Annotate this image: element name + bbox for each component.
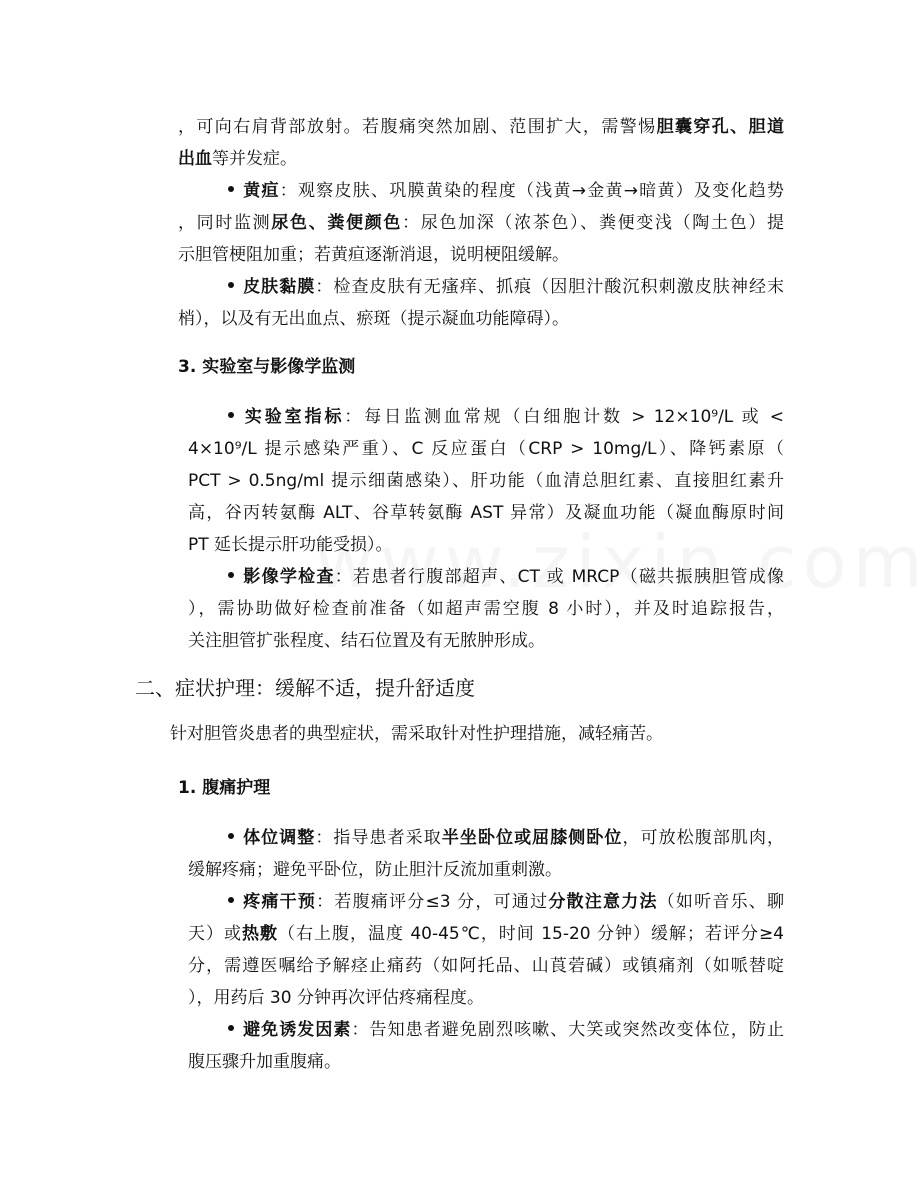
- paragraph-line: ），用药后 30 分钟再次评估疼痛程度。: [188, 988, 484, 1008]
- bullet-lab: 实验室指标：每日监测血常规（白细胞计数 > 12×10⁹/L 或 <: [228, 405, 784, 429]
- section-heading-3: 3. 实验室与影像学监测: [178, 357, 356, 377]
- paragraph-line: 关注胆管扩张程度、结石位置及有无脓肿形成。: [188, 631, 545, 651]
- bullet-dot: [228, 1025, 234, 1031]
- paragraph-line: 腹压骤升加重腹痛。: [188, 1052, 341, 1072]
- paragraph-line: 高，谷丙转氨酶 ALT、谷草转氨酶 AST 异常）及凝血功能（凝血酶原时间: [188, 503, 784, 523]
- section-heading-1: 1. 腹痛护理: [178, 778, 271, 798]
- bullet-dot: [228, 833, 234, 839]
- paragraph-line: 出血等并发症。: [178, 149, 297, 169]
- paragraph-line: 分，需遵医嘱给予解痉止痛药（如阿托品、山莨菪碱）或镇痛剂（如哌替啶: [188, 956, 784, 976]
- bullet-avoid: 避免诱发因素：告知患者避免剧烈咳嗽、大笑或突然改变体位，防止: [228, 1018, 784, 1042]
- paragraph-line: ，可向右肩背部放射。若腹痛突然加剧、范围扩大，需警惕胆囊穿孔、胆道: [178, 117, 784, 137]
- paragraph-line: 示胆管梗阻加重；若黄疸逐渐消退，说明梗阻缓解。: [178, 245, 569, 265]
- bullet-skin: 皮肤黏膜：检查皮肤有无瘙痒、抓痕（因胆汁酸沉积刺激皮肤神经末: [228, 275, 784, 299]
- paragraph-line: 缓解疼痛；避免平卧位，防止胆汁反流加重刺激。: [188, 860, 562, 880]
- bullet-dot: [228, 412, 234, 418]
- paragraph-line: ，同时监测尿色、粪便颜色：尿色加深（浓茶色）、粪便变浅（陶土色）提: [178, 213, 784, 233]
- watermark: [315, 520, 920, 604]
- bullet-dot: [228, 897, 234, 903]
- section-heading-2: 二、症状护理：缓解不适，提升舒适度: [135, 676, 475, 700]
- section-intro: 针对胆管炎患者的典型症状，需采取针对性护理措施，减轻痛苦。: [170, 724, 663, 744]
- paragraph-line: ），需协助做好检查前准备（如超声需空腹 8 小时），并及时追踪报告，: [188, 599, 784, 619]
- paragraph-line: PT 延长提示肝功能受损）。: [188, 535, 393, 555]
- bullet-imaging: 影像学检查：若患者行腹部超声、CT 或 MRCP（磁共振胰胆管成像: [228, 565, 784, 589]
- bullet-dot: [228, 282, 234, 288]
- paragraph-line: 天）或热敷（右上腹，温度 40-45℃，时间 15-20 分钟）缓解；若评分≥4: [188, 924, 785, 944]
- paragraph-line: 4×10⁹/L 提示感染严重）、C 反应蛋白（CRP > 10mg/L）、降钙素原（: [188, 439, 784, 459]
- bullet-jaundice: 黄疸：观察皮肤、巩膜黄染的程度（浅黄→金黄→暗黄）及变化趋势: [228, 179, 784, 203]
- bullet-position: 体位调整：指导患者采取半坐卧位或屈膝侧卧位，可放松腹部肌肉，: [228, 826, 784, 850]
- paragraph-line: PCT > 0.5ng/ml 提示细菌感染）、肝功能（血清总胆红素、直接胆红素升: [188, 471, 784, 491]
- bullet-dot: [228, 186, 234, 192]
- paragraph-line: 梢），以及有无出血点、瘀斑（提示凝血功能障碍）。: [178, 309, 569, 329]
- bullet-dot: [228, 572, 234, 578]
- bullet-pain: 疼痛干预：若腹痛评分≤3 分，可通过分散注意力法（如听音乐、聊: [228, 890, 784, 914]
